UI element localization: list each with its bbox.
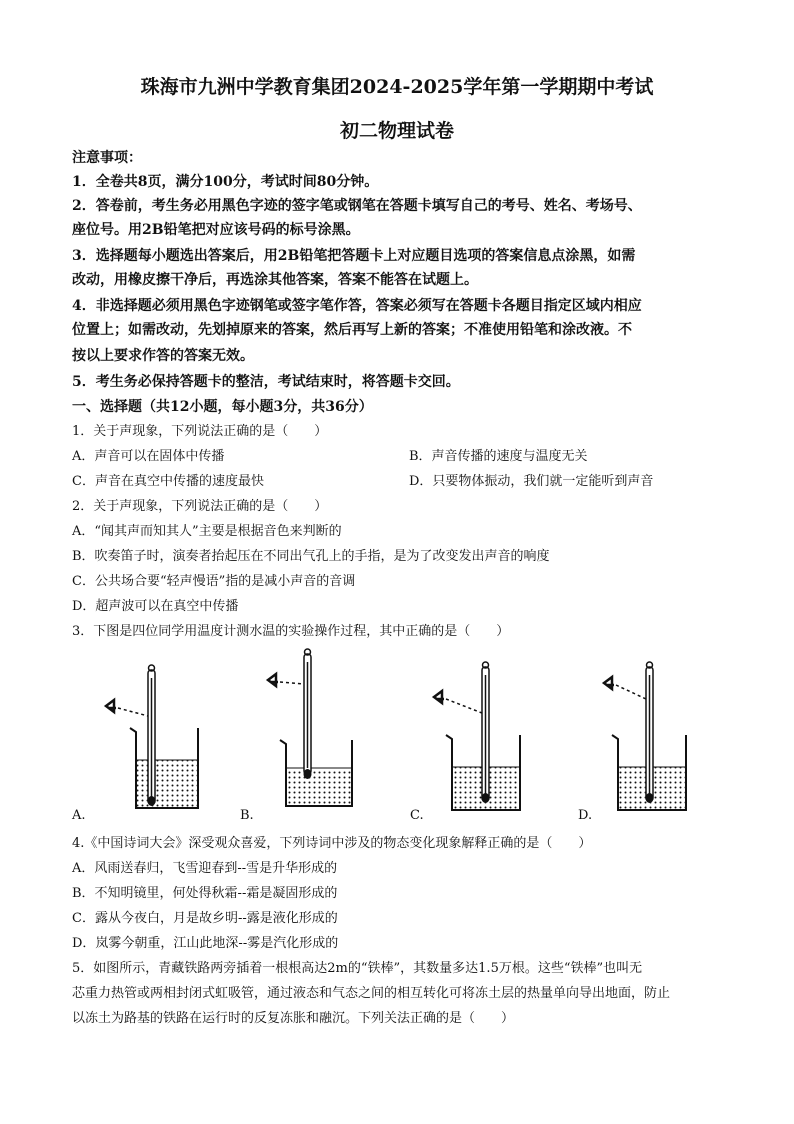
question-1-stem: 1．关于声现象，下列说法正确的是（ ）	[72, 424, 328, 439]
question-3-stem: 3．下图是四位同学用温度计测水温的实验操作过程，其中正确的是（ ）	[72, 624, 510, 639]
notice-heading: 注意事项：	[72, 150, 142, 166]
question-5-line: 以冻土为路基的铁路在运行时的反复冻胀和融沉。下列关法正确的是（ ）	[72, 1011, 515, 1026]
q2-option-b: B．吹奏笛子时，演奏者抬起压在不同出气孔上的手指，是为了改变发出声音的响度	[72, 549, 550, 564]
q1-option-c: C．声音在真空中传播的速度最快	[72, 474, 264, 489]
figure-a-thermometer-beaker	[100, 648, 210, 813]
figure-c-thermometer-beaker	[428, 655, 538, 815]
question-4-stem: 4.《中国诗词大会》深受观众喜爱，下列诗词中涉及的物态变化现象解释正确的是（ ）	[72, 836, 592, 851]
q2-option-d: D．超声波可以在真空中传播	[72, 599, 239, 614]
q1-option-b: B．声音传播的速度与温度无关	[409, 449, 588, 464]
notice-item: 1．全卷共8页，满分100分，考试时间80分钟。	[72, 174, 379, 190]
figure-label-d: D.	[578, 808, 593, 823]
notice-item: 5．考生务必保持答题卡的整洁，考试结束时，将答题卡交回。	[72, 374, 460, 390]
question-2-stem: 2．关于声现象，下列说法正确的是（ ）	[72, 499, 328, 514]
section-heading: 一、选择题（共12小题，每小题3分，共36分）	[72, 399, 373, 415]
figure-d-thermometer-beaker	[598, 655, 708, 815]
notice-item: 位置上；如需改动，先划掉原来的答案，然后再写上新的答案；不准使用铅笔和涂改液。不	[72, 322, 632, 338]
notice-item: 3．选择题每小题选出答案后，用2B铅笔把答题卡上对应题目选项的答案信息点涂黑，如需	[72, 248, 636, 264]
figure-label-a: A.	[72, 808, 86, 823]
notice-item: 按以上要求作答的答案无效。	[72, 348, 254, 364]
figure-label-b: B.	[240, 808, 254, 823]
notice-item: 改动，用橡皮擦干净后，再选涂其他答案，答案不能答在试题上。	[72, 272, 478, 288]
q4-option-c: C．露从今夜白，月是故乡明--露是液化形成的	[72, 911, 338, 926]
exam-title: 珠海市九洲中学教育集团2024-2025学年第一学期期中考试	[140, 76, 654, 98]
q1-option-a: A．声音可以在固体中传播	[72, 449, 225, 464]
q4-option-d: D．岚雾今朝重，江山此地深--雾是汽化形成的	[72, 936, 339, 951]
q1-option-d: D．只要物体振动，我们就一定能听到声音	[409, 474, 654, 489]
q2-option-c: C．公共场合要“轻声慢语”指的是减小声音的音调	[72, 574, 356, 589]
q4-option-a: A．风雨送春归，飞雪迎春到--雪是升华形成的	[72, 861, 338, 876]
notice-item: 4．非选择题必须用黑色字迹钢笔或签字笔作答，答案必须写在答题卡各题目指定区域内相应	[72, 298, 642, 314]
q4-option-b: B．不知明镜里，何处得秋霜--霜是凝固形成的	[72, 886, 338, 901]
notice-item: 2．答卷前，考生务必用黑色字迹的签字笔或钢笔在答题卡填写自己的考号、姓名、考场号、	[72, 198, 642, 214]
exam-subtitle: 初二物理试卷	[339, 120, 454, 142]
q2-option-a: A．“闻其声而知其人”主要是根据音色来判断的	[72, 524, 342, 539]
notice-item: 座位号。用2B铅笔把对应该号码的标号涂黑。	[72, 222, 360, 238]
question-5-line: 5．如图所示，青藏铁路两旁插着一根根高达2m的“铁棒”，其数量多达1.5万根。这些“铁棒”也叫无	[72, 961, 643, 976]
figure-label-c: C.	[410, 808, 424, 823]
question-5-line: 芯重力热管或两相封闭式虹吸管，通过液态和气态之间的相互转化可将冻土层的热量单向导出地面，防止	[72, 986, 671, 1001]
figure-b-thermometer-beaker	[262, 640, 372, 810]
